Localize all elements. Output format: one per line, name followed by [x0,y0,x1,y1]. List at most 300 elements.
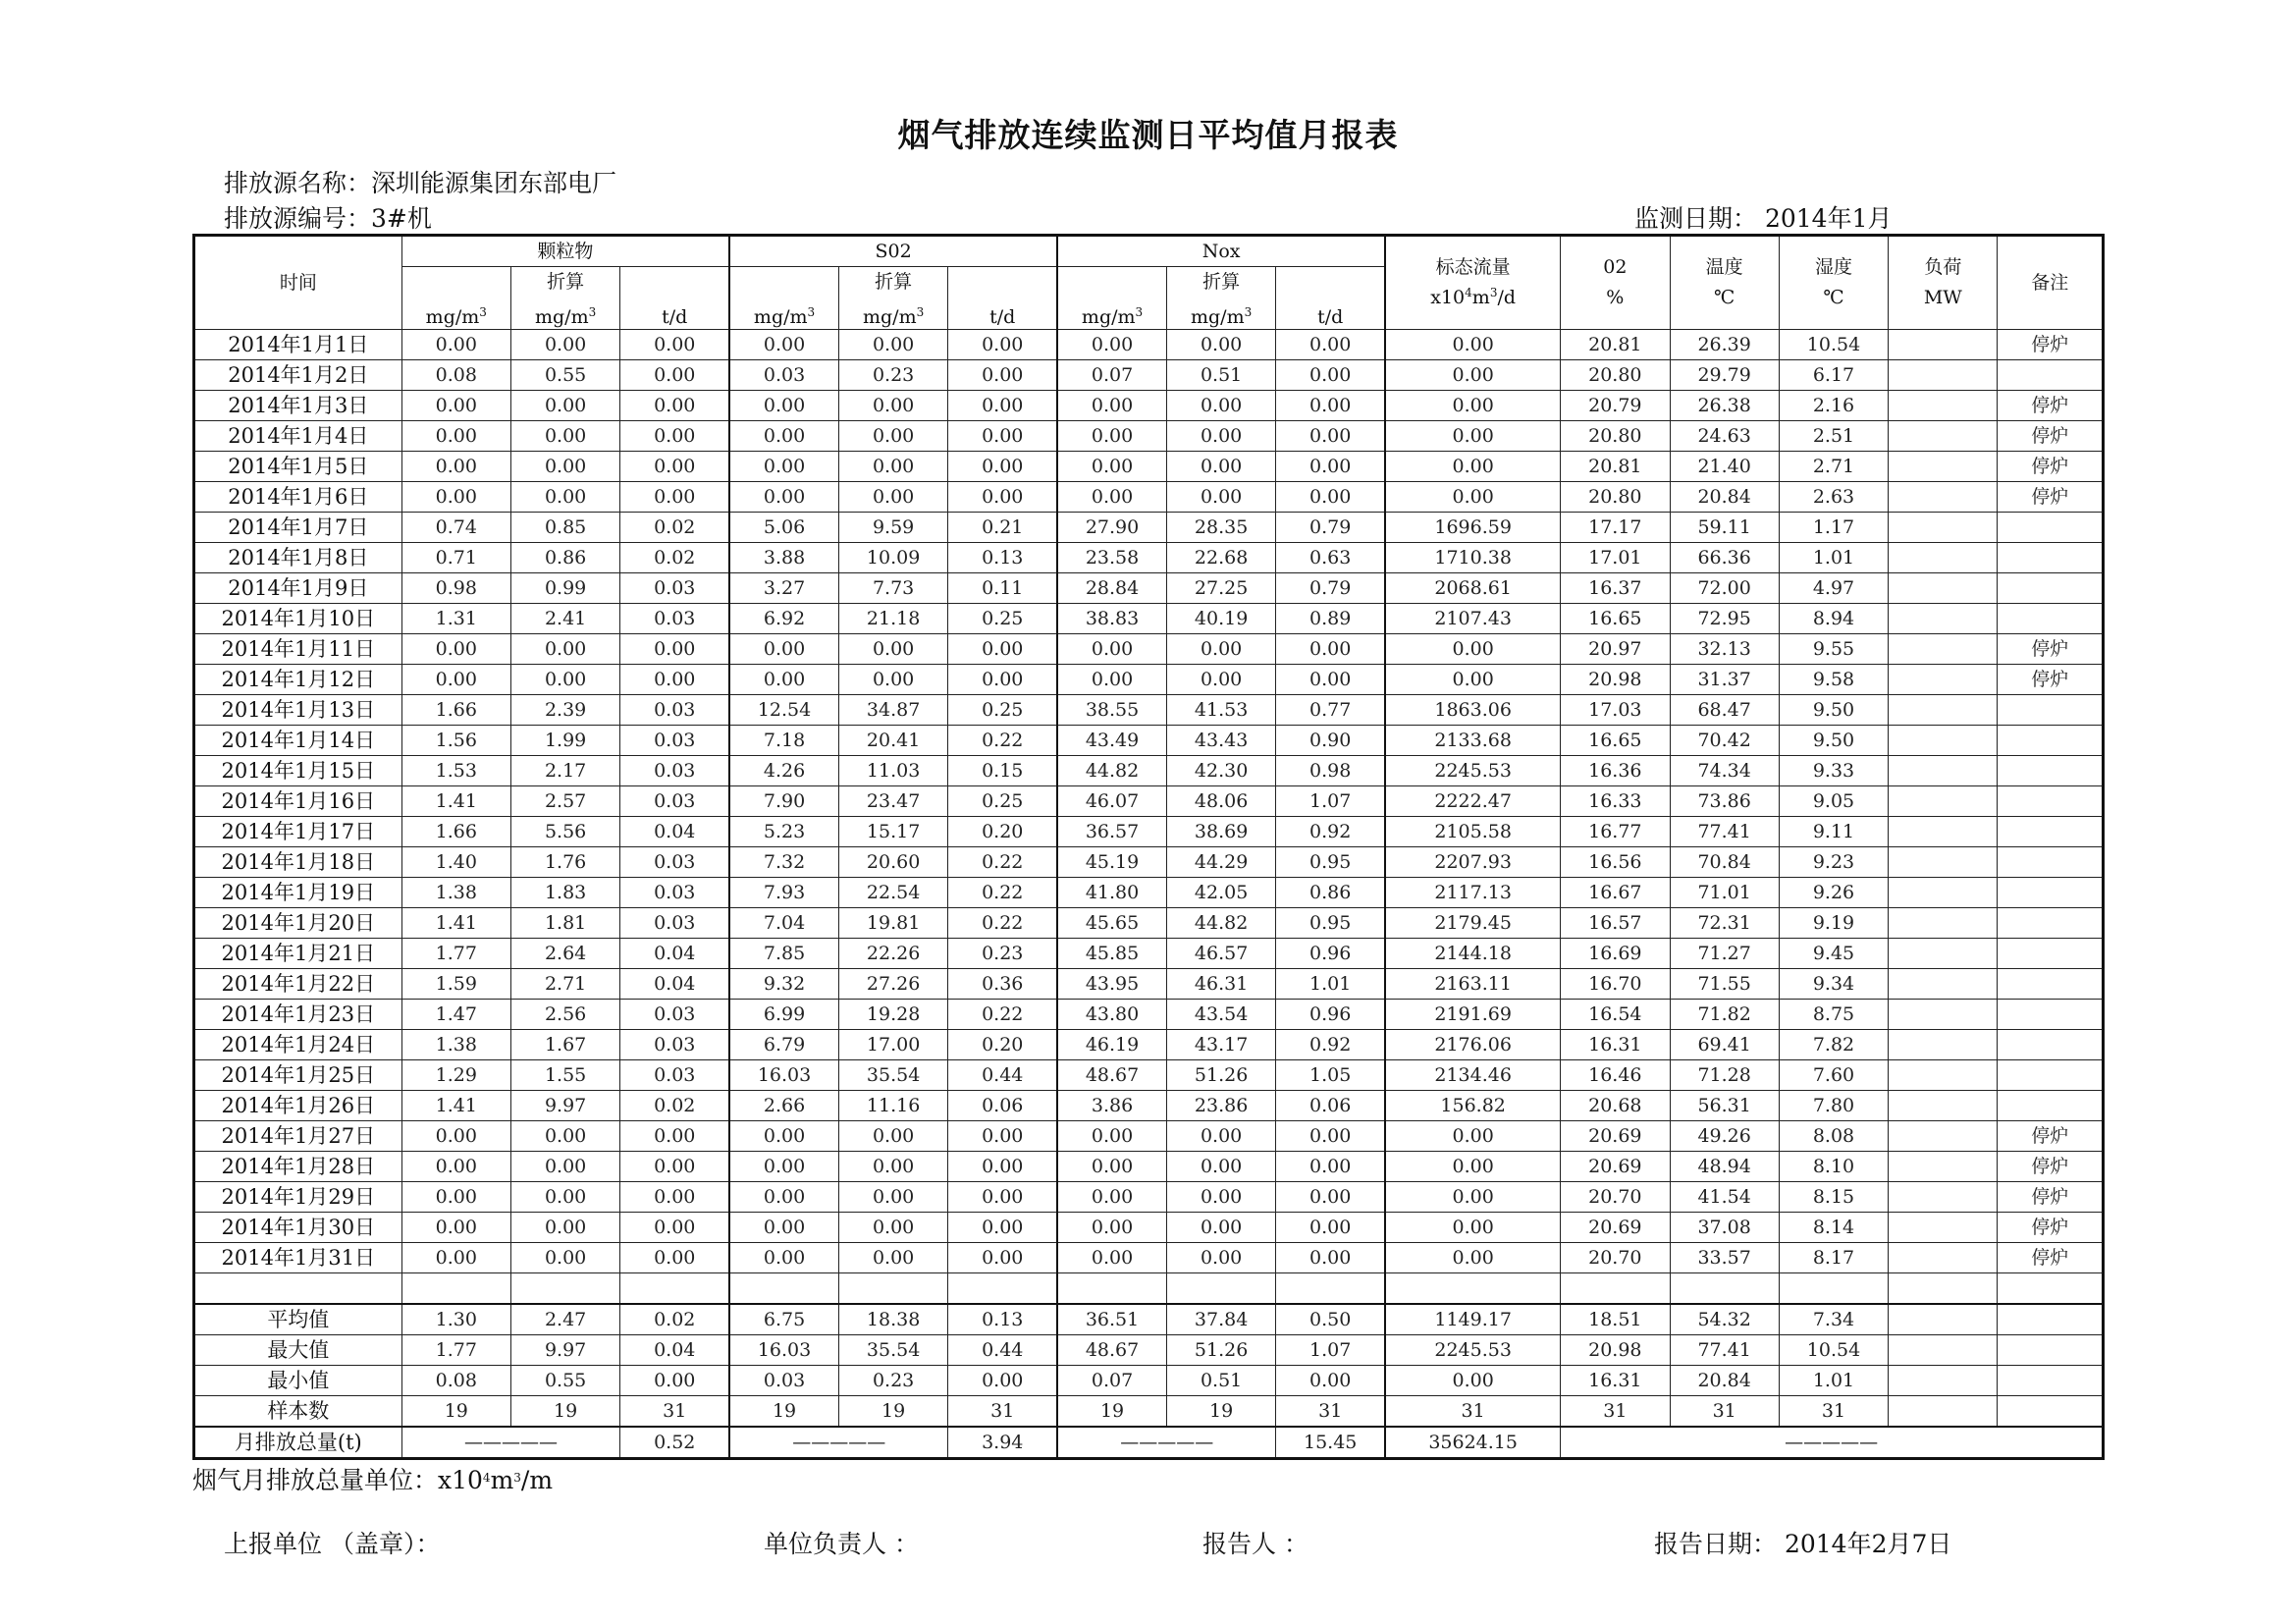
value-cell: 35.54 [838,1060,947,1091]
table-row [194,330,2104,360]
value-cell: 68.47 [1670,695,1779,726]
value-cell: 0.00 [620,665,729,695]
value-cell: 11.16 [838,1091,947,1121]
value-cell: 7.04 [729,908,838,939]
reporting-unit-label: 上报单位 （盖章）： [224,1530,441,1558]
value-cell [1889,1335,1998,1366]
particulate-total: 0.52 [620,1427,729,1459]
value-cell: 0.22 [948,908,1057,939]
total-label: 月排放总量(t) [194,1427,402,1459]
value-cell: 0.25 [948,695,1057,726]
value-cell [1889,817,1998,847]
value-cell: 0.00 [620,1152,729,1182]
value-cell: 停炉 [1998,1121,2104,1152]
value-cell: 0.00 [1057,634,1166,665]
value-cell [1889,634,1998,665]
value-cell: 16.03 [729,1060,838,1091]
table-row [194,360,2104,391]
value-cell: 17.03 [1561,695,1670,726]
value-cell [1889,1060,1998,1091]
value-cell: 12.54 [729,695,838,726]
nox-total: 15.45 [1276,1427,1385,1459]
value-cell: 9.58 [1779,665,1888,695]
value-cell: 26.38 [1670,391,1779,421]
value-cell: 0.13 [948,1304,1057,1335]
value-cell: 0.06 [948,1091,1057,1121]
value-cell: 18.38 [838,1304,947,1335]
value-cell: 0.00 [838,1152,947,1182]
value-cell: 1.38 [401,878,510,908]
value-cell: 71.82 [1670,1000,1779,1030]
value-cell: 8.08 [1779,1121,1888,1152]
value-cell: 7.90 [729,786,838,817]
value-cell: 72.95 [1670,604,1779,634]
value-cell: 0.25 [948,604,1057,634]
value-cell: 0.00 [1166,452,1275,482]
so2-total: 3.94 [948,1427,1057,1459]
value-cell: 0.00 [401,1213,510,1243]
table-row [194,1000,2104,1030]
row-label-cell: 2014年1月9日 [194,573,402,604]
value-cell: 48.06 [1166,786,1275,817]
value-cell: 0.86 [1276,878,1385,908]
value-cell: 9.55 [1779,634,1888,665]
value-cell: 0.22 [948,878,1057,908]
value-cell [1889,726,1998,756]
value-cell: 0.00 [1276,391,1385,421]
table-row [194,786,2104,817]
value-cell: 26.39 [1670,330,1779,360]
value-cell [1998,726,2104,756]
value-cell: 31 [1779,1396,1888,1428]
value-cell: 0.00 [510,1121,619,1152]
value-cell: 2144.18 [1385,939,1561,969]
row-label-cell: 2014年1月1日 [194,330,402,360]
value-cell [1998,1000,2104,1030]
value-cell: 1.01 [1779,543,1888,573]
value-cell: 0.00 [1166,634,1275,665]
value-cell: 0.00 [838,391,947,421]
value-cell [1998,513,2104,543]
table-row [194,969,2104,1000]
value-cell: 28.35 [1166,513,1275,543]
value-cell: 1.47 [401,1000,510,1030]
value-cell: 0.00 [948,391,1057,421]
value-cell: 0.00 [838,1213,947,1243]
flow-total: 35624.15 [1385,1427,1561,1459]
value-cell: 0.00 [838,1121,947,1152]
source-name: 排放源名称：深圳能源集团东部电厂 [224,169,617,197]
row-label-cell: 2014年1月7日 [194,513,402,543]
value-cell: 0.00 [1385,1366,1561,1396]
value-cell: 停炉 [1998,1243,2104,1273]
value-cell: 9.19 [1779,908,1888,939]
value-cell: 22.68 [1166,543,1275,573]
value-cell: 0.00 [1166,330,1275,360]
value-cell: 0.00 [620,421,729,452]
value-cell: 5.06 [729,513,838,543]
value-cell: 48.94 [1670,1152,1779,1182]
value-cell: 0.03 [620,573,729,604]
value-cell [1998,1396,2104,1428]
value-cell: 20.98 [1561,665,1670,695]
row-label-cell: 2014年1月11日 [194,634,402,665]
value-cell [1889,756,1998,786]
value-cell [1998,1335,2104,1366]
value-cell: 70.84 [1670,847,1779,878]
value-cell: 0.00 [1057,330,1166,360]
value-cell: 10.54 [1779,330,1888,360]
table-row [194,1030,2104,1060]
value-cell: 2134.46 [1385,1060,1561,1091]
value-cell: 7.60 [1779,1060,1888,1091]
value-cell: 停炉 [1998,665,2104,695]
value-cell: 0.00 [1276,360,1385,391]
value-cell: 16.65 [1561,726,1670,756]
value-cell: 0.89 [1276,604,1385,634]
value-cell: 0.03 [620,1000,729,1030]
table-row [194,513,2104,543]
table-row [194,1152,2104,1182]
value-cell: 2105.58 [1385,817,1561,847]
value-cell: 1.55 [510,1060,619,1091]
particulate-total-dash: ————— [401,1427,620,1459]
value-cell: 2245.53 [1385,1335,1561,1366]
value-cell: 0.74 [401,513,510,543]
value-cell: 7.85 [729,939,838,969]
value-cell [1889,573,1998,604]
value-cell: 2.41 [510,604,619,634]
row-label-cell: 2014年1月3日 [194,391,402,421]
value-cell: 0.95 [1276,908,1385,939]
value-cell: 停炉 [1998,482,2104,513]
value-cell: 0.00 [948,330,1057,360]
value-cell [1889,421,1998,452]
value-cell: 0.98 [1276,756,1385,786]
value-cell: 16.31 [1561,1030,1670,1060]
value-cell: 46.31 [1166,969,1275,1000]
value-cell: 1.77 [401,939,510,969]
value-cell: 7.93 [729,878,838,908]
row-label-cell: 2014年1月8日 [194,543,402,573]
value-cell: 38.83 [1057,604,1166,634]
value-cell: 0.00 [1385,1213,1561,1243]
value-cell: 0.00 [401,1152,510,1182]
monthly-total-row [194,1427,2104,1459]
value-cell: 16.46 [1561,1060,1670,1091]
value-cell: 0.00 [729,665,838,695]
value-cell: 0.55 [510,1366,619,1396]
value-cell [1889,786,1998,817]
value-cell [1889,1030,1998,1060]
value-cell: 0.00 [1057,1182,1166,1213]
value-cell: 7.80 [1779,1091,1888,1121]
value-cell: 7.18 [729,726,838,756]
value-cell: 19.81 [838,908,947,939]
value-cell: 28.84 [1057,573,1166,604]
value-cell: 1.31 [401,604,510,634]
value-cell: 0.00 [1385,421,1561,452]
value-cell: 11.03 [838,756,947,786]
value-cell [1998,1030,2104,1060]
value-cell: 9.97 [510,1335,619,1366]
value-cell: 16.70 [1561,969,1670,1000]
value-cell: 0.00 [1276,421,1385,452]
table-row [194,1121,2104,1152]
value-cell: 0.00 [1276,1366,1385,1396]
so2-conv-unit: $mg/m^3$ [838,297,947,330]
value-cell: 19 [510,1396,619,1428]
value-cell: 1.05 [1276,1060,1385,1091]
value-cell: 1.01 [1276,969,1385,1000]
value-cell [1889,1213,1998,1243]
value-cell: 0.00 [838,665,947,695]
value-cell: 0.00 [1385,482,1561,513]
value-cell: 0.00 [948,1243,1057,1273]
value-cell: 0.22 [948,726,1057,756]
value-cell: 49.26 [1670,1121,1779,1152]
value-cell [1889,1243,1998,1273]
value-cell: 停炉 [1998,1152,2104,1182]
table-row [194,939,2104,969]
value-cell: 0.00 [401,482,510,513]
value-cell: 2.16 [1779,391,1888,421]
value-cell: 0.00 [1166,1213,1275,1243]
value-cell: 0.20 [948,817,1057,847]
value-cell: 46.57 [1166,939,1275,969]
value-cell: 27.26 [838,969,947,1000]
value-cell: 2.51 [1779,421,1888,452]
particulate-converted-label: 折算 [510,267,619,298]
value-cell: 0.00 [620,1182,729,1213]
value-cell: 8.14 [1779,1213,1888,1243]
value-cell: 20.79 [1561,391,1670,421]
value-cell: 0.00 [729,452,838,482]
col-time-header: 时间 [194,236,402,330]
value-cell: 0.51 [1166,1366,1275,1396]
value-cell: 0.85 [510,513,619,543]
value-cell: 51.26 [1166,1060,1275,1091]
value-cell: 19 [838,1396,947,1428]
value-cell: 31 [1561,1396,1670,1428]
value-cell: 0.00 [948,1366,1057,1396]
value-cell: 0.86 [510,543,619,573]
summary-row [194,1304,2104,1335]
value-cell: 0.00 [1166,1182,1275,1213]
value-cell [1889,1182,1998,1213]
value-cell: 51.26 [1166,1335,1275,1366]
o2-header: 02 % [1561,236,1670,330]
particulate-conv-unit: $mg/m^3$ [510,297,619,330]
value-cell: 0.71 [401,543,510,573]
value-cell: 7.82 [1779,1030,1888,1060]
value-cell: 66.36 [1670,543,1779,573]
row-label-cell: 2014年1月31日 [194,1243,402,1273]
value-cell: 0.00 [838,330,947,360]
value-cell: 0.03 [729,360,838,391]
value-cell: 0.00 [729,634,838,665]
value-cell [1889,1000,1998,1030]
value-cell: 0.03 [620,726,729,756]
value-cell: 0.04 [620,969,729,1000]
value-cell: 0.00 [510,421,619,452]
value-cell: 0.00 [948,1182,1057,1213]
value-cell: 0.00 [401,330,510,360]
value-cell: 0.00 [510,1243,619,1273]
value-cell: 6.79 [729,1030,838,1060]
value-cell: 16.33 [1561,786,1670,817]
value-cell: 0.00 [401,665,510,695]
value-cell: 48.67 [1057,1060,1166,1091]
table-row [194,482,2104,513]
value-cell: 停炉 [1998,452,2104,482]
value-cell: 0.02 [620,1304,729,1335]
value-cell [1889,847,1998,878]
value-cell: 0.00 [401,634,510,665]
value-cell: 0.00 [401,1121,510,1152]
value-cell: 0.03 [620,604,729,634]
value-cell: 0.00 [620,360,729,391]
value-cell: 8.75 [1779,1000,1888,1030]
value-cell: 16.03 [729,1335,838,1366]
value-cell: 停炉 [1998,1182,2104,1213]
row-label-cell: 2014年1月30日 [194,1213,402,1243]
value-cell: 19 [1057,1396,1166,1428]
value-cell: 70.42 [1670,726,1779,756]
so2-td-unit: t/d [948,297,1057,330]
value-cell: 2.64 [510,939,619,969]
value-cell: 37.84 [1166,1304,1275,1335]
value-cell: 0.95 [1276,847,1385,878]
nox-mg-unit: $mg/m^3$ [1057,297,1166,330]
value-cell: 35.54 [838,1335,947,1366]
value-cell: 停炉 [1998,330,2104,360]
value-cell: 31 [620,1396,729,1428]
value-cell: 0.00 [401,1243,510,1273]
value-cell: 0.00 [948,1121,1057,1152]
table-row [194,726,2104,756]
value-cell: 20.69 [1561,1213,1670,1243]
value-cell: 0.00 [1057,1121,1166,1152]
value-cell: 0.00 [838,421,947,452]
value-cell: 1696.59 [1385,513,1561,543]
value-cell: 0.00 [1166,1243,1275,1273]
value-cell: 6.17 [1779,360,1888,391]
row-label-cell: 2014年1月16日 [194,786,402,817]
flow-header: 标态流量 $x10^4m^3/d$ [1385,236,1561,330]
value-cell: 0.00 [401,1182,510,1213]
row-label-cell: 样本数 [194,1396,402,1428]
so2-converted-label: 折算 [838,267,947,298]
value-cell [1889,482,1998,513]
value-cell: 0.00 [1385,330,1561,360]
value-cell: 156.82 [1385,1091,1561,1121]
value-cell [1889,543,1998,573]
value-cell: 17.17 [1561,513,1670,543]
value-cell: 54.32 [1670,1304,1779,1335]
value-cell: 1863.06 [1385,695,1561,726]
value-cell: 19 [401,1396,510,1428]
value-cell [1889,360,1998,391]
value-cell [1889,1366,1998,1396]
value-cell: 0.00 [838,634,947,665]
value-cell: 41.53 [1166,695,1275,726]
value-cell: 27.25 [1166,573,1275,604]
value-cell: 21.40 [1670,452,1779,482]
value-cell [1889,1304,1998,1335]
value-cell: 0.11 [948,573,1057,604]
value-cell: 0.00 [729,482,838,513]
value-cell: 21.18 [838,604,947,634]
value-cell: 16.36 [1561,756,1670,786]
value-cell [1889,969,1998,1000]
value-cell: 6.99 [729,1000,838,1030]
value-cell: 16.57 [1561,908,1670,939]
value-cell: 0.00 [510,391,619,421]
value-cell: 0.00 [1166,1121,1275,1152]
value-cell: 20.97 [1561,634,1670,665]
row-label-cell: 2014年1月24日 [194,1030,402,1060]
value-cell: 2133.68 [1385,726,1561,756]
value-cell: 0.79 [1276,513,1385,543]
value-cell: 69.41 [1670,1030,1779,1060]
value-cell: 45.85 [1057,939,1166,969]
row-label-cell: 2014年1月25日 [194,1060,402,1091]
value-cell: 停炉 [1998,391,2104,421]
value-cell: 2.56 [510,1000,619,1030]
value-cell: 16.65 [1561,604,1670,634]
row-label-cell: 2014年1月4日 [194,421,402,452]
value-cell: 0.21 [948,513,1057,543]
value-cell: 0.00 [620,1121,729,1152]
value-cell: 0.02 [620,1091,729,1121]
value-cell: 5.56 [510,817,619,847]
value-cell [1998,847,2104,878]
value-cell: 0.00 [401,391,510,421]
value-cell: 0.50 [1276,1304,1385,1335]
value-cell: 3.88 [729,543,838,573]
value-cell: 0.96 [1276,1000,1385,1030]
table-row [194,421,2104,452]
table-row [194,1182,2104,1213]
summary-row [194,1396,2104,1428]
value-cell: 9.97 [510,1091,619,1121]
value-cell: 43.80 [1057,1000,1166,1030]
nox-total-dash: ————— [1057,1427,1276,1459]
value-cell: 44.82 [1166,908,1275,939]
value-cell: 0.00 [620,330,729,360]
value-cell: 6.92 [729,604,838,634]
value-cell: 0.22 [948,847,1057,878]
value-cell: 0.03 [729,1366,838,1396]
value-cell: 46.07 [1057,786,1166,817]
value-cell [1889,908,1998,939]
value-cell: 0.00 [838,452,947,482]
value-cell: 9.32 [729,969,838,1000]
value-cell: 2.66 [729,1091,838,1121]
table-row [194,1243,2104,1273]
value-cell: 16.56 [1561,847,1670,878]
value-cell: 0.25 [948,786,1057,817]
value-cell: 0.00 [1385,1182,1561,1213]
value-cell: 71.01 [1670,878,1779,908]
so2-total-dash: ————— [729,1427,948,1459]
value-cell: 0.00 [729,330,838,360]
value-cell: 0.00 [510,482,619,513]
value-cell: 1149.17 [1385,1304,1561,1335]
value-cell: 7.34 [1779,1304,1888,1335]
value-cell: 0.00 [1276,665,1385,695]
